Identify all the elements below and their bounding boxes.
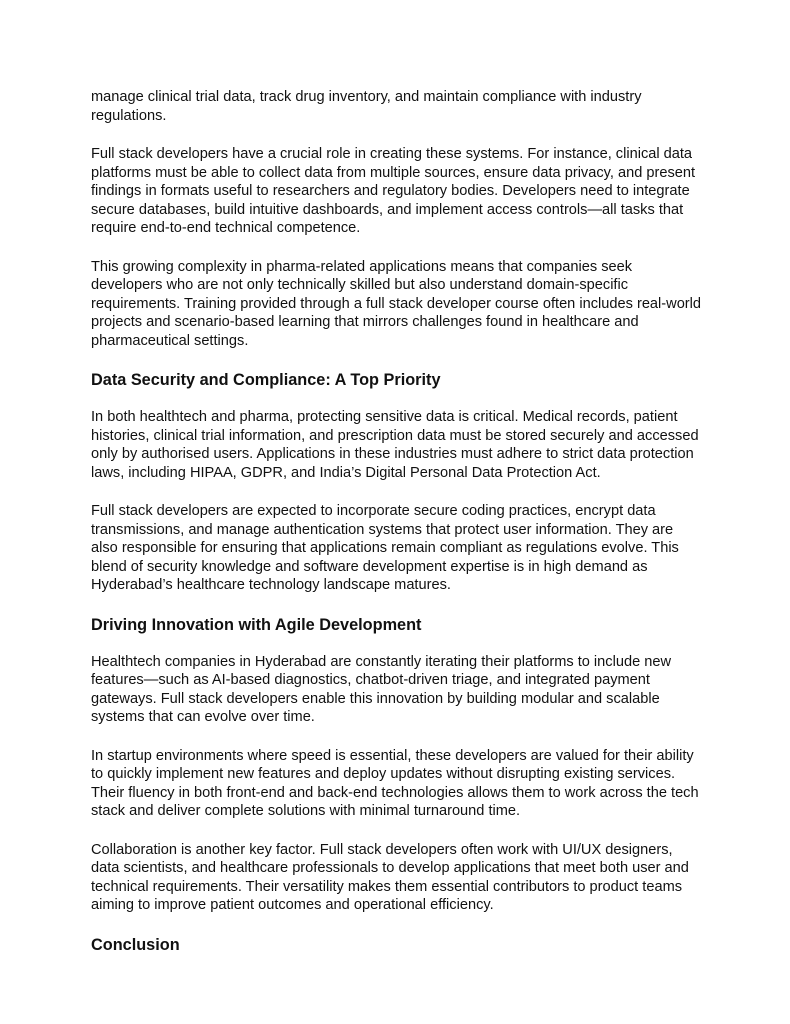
security-paragraph-2: Full stack developers are expected to incorporate secure coding practices, encrypt data transmissions, and manage authentication systems that protect user information. They are also responsible for ensuring that applications remain compliant as regulations evolve. This blend of security knowledge and software development expertise is in high demand as Hyderabad’s healthcare technology landscape matures. xyxy=(91,503,679,593)
section-heading-security: Data Security and Compliance: A Top Priority xyxy=(91,371,441,389)
intro-paragraph-3: This growing complexity in pharma-related applications means that companies seek developers who are not only technically skilled but also understand domain-specific requirements. Training provided through a full stack developer course often includes real-world projects and scenario-based learning that mirrors challenges found in healthcare and pharmaceutical settings. xyxy=(91,258,702,349)
agile-paragraph-3: Collaboration is another key factor. Full stack developers often work with UI/UX designers, data scientists, and healthcare professionals to develop applications that meet both user and technical requirements. Their versatility makes them essential contributors to product teams aiming to improve patient outcomes and operational efficiency. xyxy=(91,841,689,913)
intro-paragraph-2: Full stack developers have a crucial role in creating these systems. For instance, clinical data platforms must be able to collect data from multiple sources, ensure data privacy, and present findings in formats useful to researchers and regulatory bodies. Developers need to integrate secure databases, build intuitive dashboards, and implement access controls—all tasks that require end-to-end technical competence. xyxy=(91,146,696,236)
security-paragraph-1: In both healthtech and pharma, protecting sensitive data is critical. Medical records, patient histories, clinical trial information, and prescription data must be stored securely and accessed only by authorised users. Applications in these industries must adhere to strict data protection laws, including HIPAA, GDPR, and India’s Digital Personal Data Protection Act. xyxy=(91,409,699,481)
section-heading-conclusion: Conclusion xyxy=(91,935,180,954)
document-page xyxy=(91,88,703,973)
intro-paragraph-1: manage clinical trial data, track drug inventory, and maintain compliance with industry regulations. xyxy=(91,89,642,124)
agile-paragraph-1: Healthtech companies in Hyderabad are constantly iterating their platforms to include new features—such as AI-based diagnostics, chatbot-driven triage, and integrated payment gateways. Full stack developers enable this innovation by building modular and scalable systems that can evolve over time. xyxy=(91,653,672,725)
section-heading-agile: Driving Innovation with Agile Development xyxy=(91,615,422,634)
agile-paragraph-2: In startup environments where speed is essential, these developers are valued for their ability to quickly implement new features and deploy updates without disrupting existing services. Their fluency in both front-end and back-end technologies allows them to work across the tech stack and deliver complete solutions with minimal turnaround time. xyxy=(91,747,699,819)
